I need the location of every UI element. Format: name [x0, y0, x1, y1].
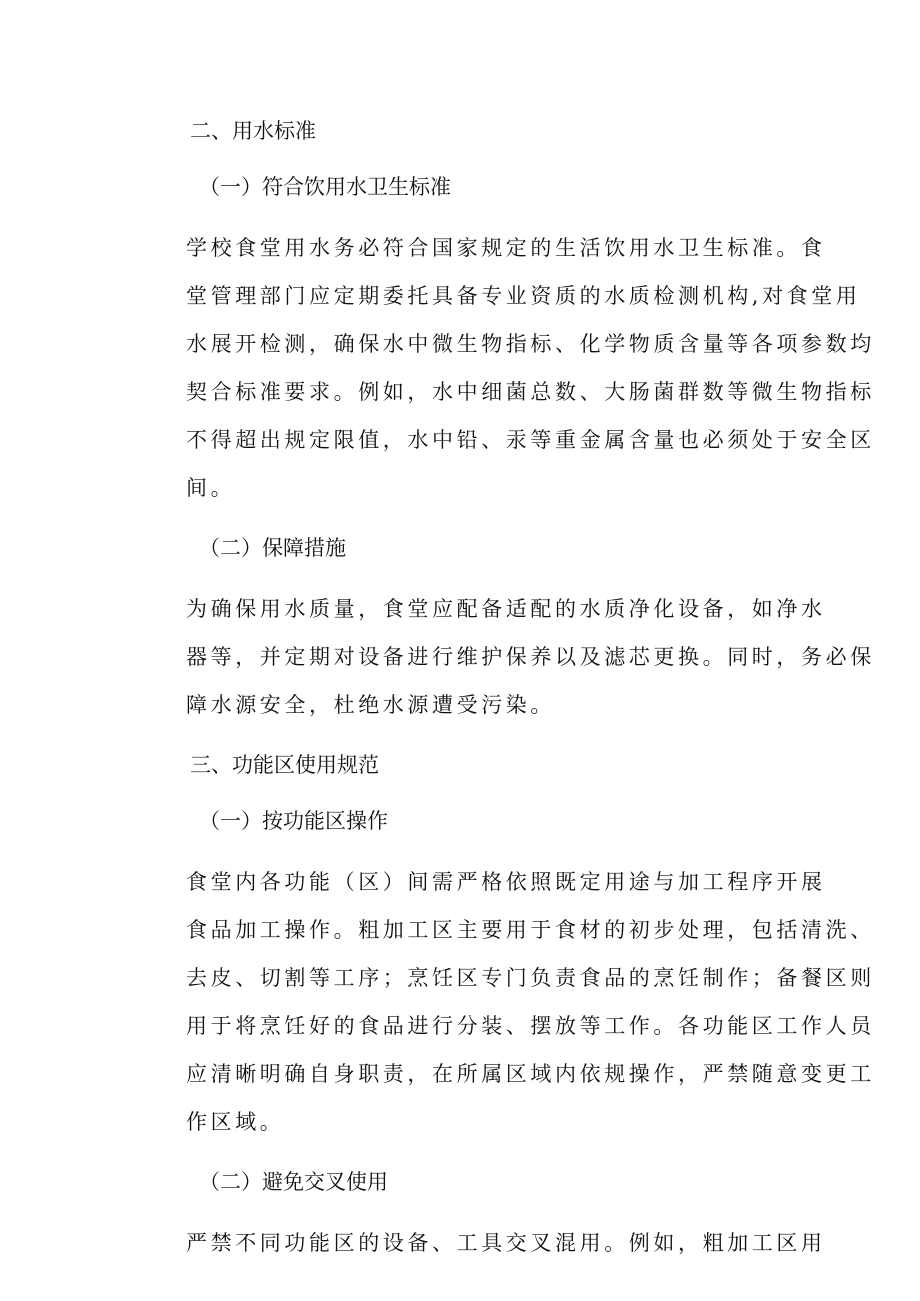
subheading-operate-by-area: （一）按功能区操作: [199, 809, 388, 833]
paragraph-line: 用于将烹饪好的食品进行分装、摆放等工作。各功能区工作人员: [186, 1014, 875, 1038]
paragraph-line: 严禁不同功能区的设备、工具交叉混用。例如，粗加工区用: [186, 1231, 826, 1255]
paragraph-line: 不得超出规定限值，水中铅、汞等重金属含量也必须处于安全区: [186, 428, 875, 452]
paragraph-avoid-cross-use: [138, 1219, 826, 1267]
document-body: [138, 112, 875, 1284]
section-heading-water-standard: 二、用水标准: [190, 119, 316, 143]
paragraph-line: 食品加工操作。粗加工区主要用于食材的初步处理，包括清洗、: [186, 918, 875, 942]
paragraph-line: 食堂内各功能（区）间需严格依照既定用途与加工程序开展: [186, 870, 826, 894]
section-heading-functional-area-rules: 三、功能区使用规范: [190, 753, 379, 777]
subheading-avoid-cross-use: （二）避免交叉使用: [199, 1170, 388, 1194]
paragraph-safeguard-measures: [138, 585, 875, 729]
subheading-safeguard-measures: （二）保障措施: [199, 536, 346, 560]
paragraph-line: 应清晰明确自身职责，在所属区域内依规操作，严禁随意变更工: [186, 1062, 875, 1086]
paragraph-line: 堂管理部门应定期委托具备专业资质的水质检测机构,对食堂用: [186, 284, 861, 308]
paragraph-line: 间。: [186, 476, 236, 500]
paragraph-operate-by-area: [138, 858, 875, 1146]
subheading-drinking-water-standard: （一）符合饮用水卫生标准: [199, 175, 451, 199]
paragraph-line: 障水源安全，杜绝水源遭受污染。: [186, 693, 555, 717]
paragraph-line: 器等，并定期对设备进行维护保养以及滤芯更换。同时，务必保: [186, 645, 875, 669]
paragraph-line: 为确保用水质量，食堂应配备适配的水质净化设备，如净水: [186, 597, 826, 621]
paragraph-line: 学校食堂用水务必符合国家规定的生活饮用水卫生标准。食: [186, 236, 826, 260]
paragraph-line: 作区域。: [186, 1110, 285, 1134]
paragraph-line: 水展开检测，确保水中微生物指标、化学物质含量等各项参数均: [186, 332, 875, 356]
paragraph-line: 契合标准要求。例如，水中细菌总数、大肠菌群数等微生物指标: [186, 380, 875, 404]
paragraph-drinking-water-standard: [138, 224, 875, 512]
paragraph-line: 去皮、切割等工序；烹饪区专门负责食品的烹饪制作；备餐区则: [186, 966, 875, 990]
